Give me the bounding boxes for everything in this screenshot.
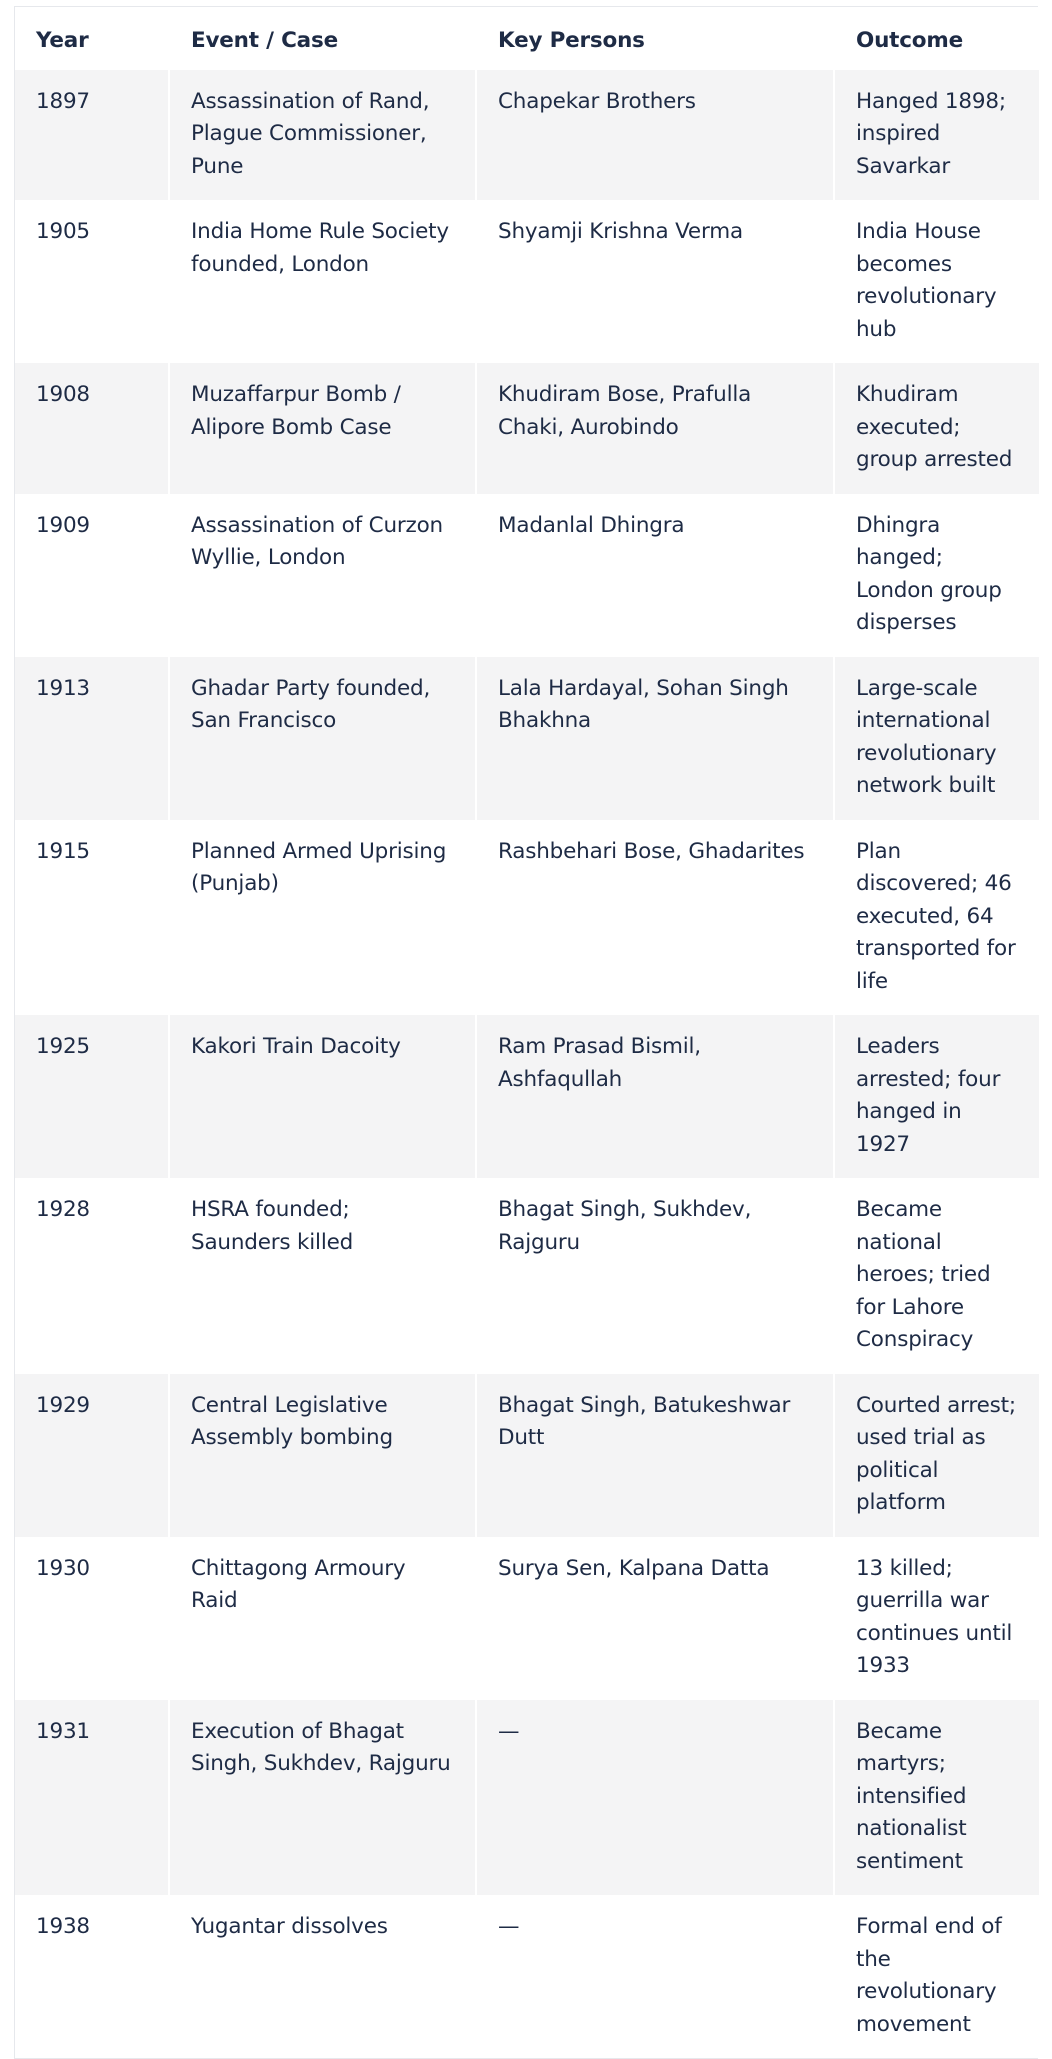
cell-key-persons: Bhagat Singh, Batukeshwar Dutt [476, 1374, 834, 1537]
cell-event: HSRA founded; Saunders killed [169, 1178, 476, 1374]
header-year: Year [15, 7, 169, 70]
cell-year: 1908 [15, 363, 169, 494]
cell-key-persons: Surya Sen, Kalpana Datta [476, 1537, 834, 1700]
cell-key-persons: Lala Hardayal, Sohan Singh Bhakhna [476, 657, 834, 820]
cell-outcome: Hanged 1898; inspired Savarkar [834, 70, 1039, 201]
cell-event: Kakori Train Dacoity [169, 1015, 476, 1178]
cell-key-persons: Madanlal Dhingra [476, 494, 834, 657]
cell-key-persons: Chapekar Brothers [476, 70, 834, 201]
cell-year: 1915 [15, 820, 169, 1016]
cell-year: 1929 [15, 1374, 169, 1537]
cell-key-persons: Khudiram Bose, Prafulla Chaki, Aurobindo [476, 363, 834, 494]
cell-year: 1909 [15, 494, 169, 657]
table-row [15, 200, 1039, 363]
cell-event: Chittagong Armoury Raid [169, 1537, 476, 1700]
header-key-persons: Key Persons [476, 7, 834, 70]
cell-key-persons: Ram Prasad Bismil, Ashfaqullah [476, 1015, 834, 1178]
cell-outcome: Large-scale international revolutionary network built [834, 657, 1039, 820]
table-row [15, 1015, 1039, 1178]
cell-year: 1913 [15, 657, 169, 820]
cell-year: 1938 [15, 1895, 169, 2058]
cell-key-persons: — [476, 1700, 834, 1896]
cell-event: Central Legislative Assembly bombing [169, 1374, 476, 1537]
cell-outcome: Dhingra hanged; London group disperses [834, 494, 1039, 657]
cell-outcome: Became martyrs; intensified nationalist sentiment [834, 1700, 1039, 1896]
header-event: Event / Case [169, 7, 476, 70]
cell-event: Muzaffarpur Bomb / Alipore Bomb Case [169, 363, 476, 494]
cell-year: 1897 [15, 70, 169, 201]
cell-year: 1905 [15, 200, 169, 363]
cell-outcome: 13 killed; guerrilla war continues until 1933 [834, 1537, 1039, 1700]
table-row [15, 70, 1039, 201]
table-row [15, 494, 1039, 657]
table-row [15, 657, 1039, 820]
table-row [15, 1178, 1039, 1374]
revolutionary-events-table-container [14, 6, 1038, 2059]
table-row [15, 1537, 1039, 1700]
table-body [15, 70, 1039, 2059]
cell-event: India Home Rule Society founded, London [169, 200, 476, 363]
cell-key-persons: Rashbehari Bose, Ghadarites [476, 820, 834, 1016]
header-outcome: Outcome [834, 7, 1039, 70]
cell-outcome: Khudiram executed; group arrested [834, 363, 1039, 494]
cell-event: Planned Armed Uprising (Punjab) [169, 820, 476, 1016]
cell-outcome: Courted arrest; used trial as political platform [834, 1374, 1039, 1537]
cell-year: 1931 [15, 1700, 169, 1896]
cell-outcome: India House becomes revolutionary hub [834, 200, 1039, 363]
cell-outcome: Leaders arrested; four hanged in 1927 [834, 1015, 1039, 1178]
cell-event: Ghadar Party founded, San Francisco [169, 657, 476, 820]
cell-year: 1930 [15, 1537, 169, 1700]
cell-key-persons: Bhagat Singh, Sukhdev, Rajguru [476, 1178, 834, 1374]
revolutionary-events-table [15, 7, 1039, 2058]
cell-event: Assassination of Curzon Wyllie, London [169, 494, 476, 657]
table-row [15, 363, 1039, 494]
cell-event: Execution of Bhagat Singh, Sukhdev, Rajguru [169, 1700, 476, 1896]
cell-key-persons: — [476, 1895, 834, 2058]
cell-outcome: Formal end of the revolutionary movement [834, 1895, 1039, 2058]
cell-key-persons: Shyamji Krishna Verma [476, 200, 834, 363]
table-row [15, 1374, 1039, 1537]
table-row [15, 1700, 1039, 1896]
cell-year: 1928 [15, 1178, 169, 1374]
table-header [15, 7, 1039, 70]
cell-event: Yugantar dissolves [169, 1895, 476, 2058]
cell-year: 1925 [15, 1015, 169, 1178]
header-row [15, 7, 1039, 70]
table-row [15, 1895, 1039, 2058]
cell-outcome: Plan discovered; 46 executed, 64 transported for life [834, 820, 1039, 1016]
table-row [15, 820, 1039, 1016]
cell-event: Assassination of Rand, Plague Commissioner, Pune [169, 70, 476, 201]
cell-outcome: Became national heroes; tried for Lahore Conspiracy [834, 1178, 1039, 1374]
